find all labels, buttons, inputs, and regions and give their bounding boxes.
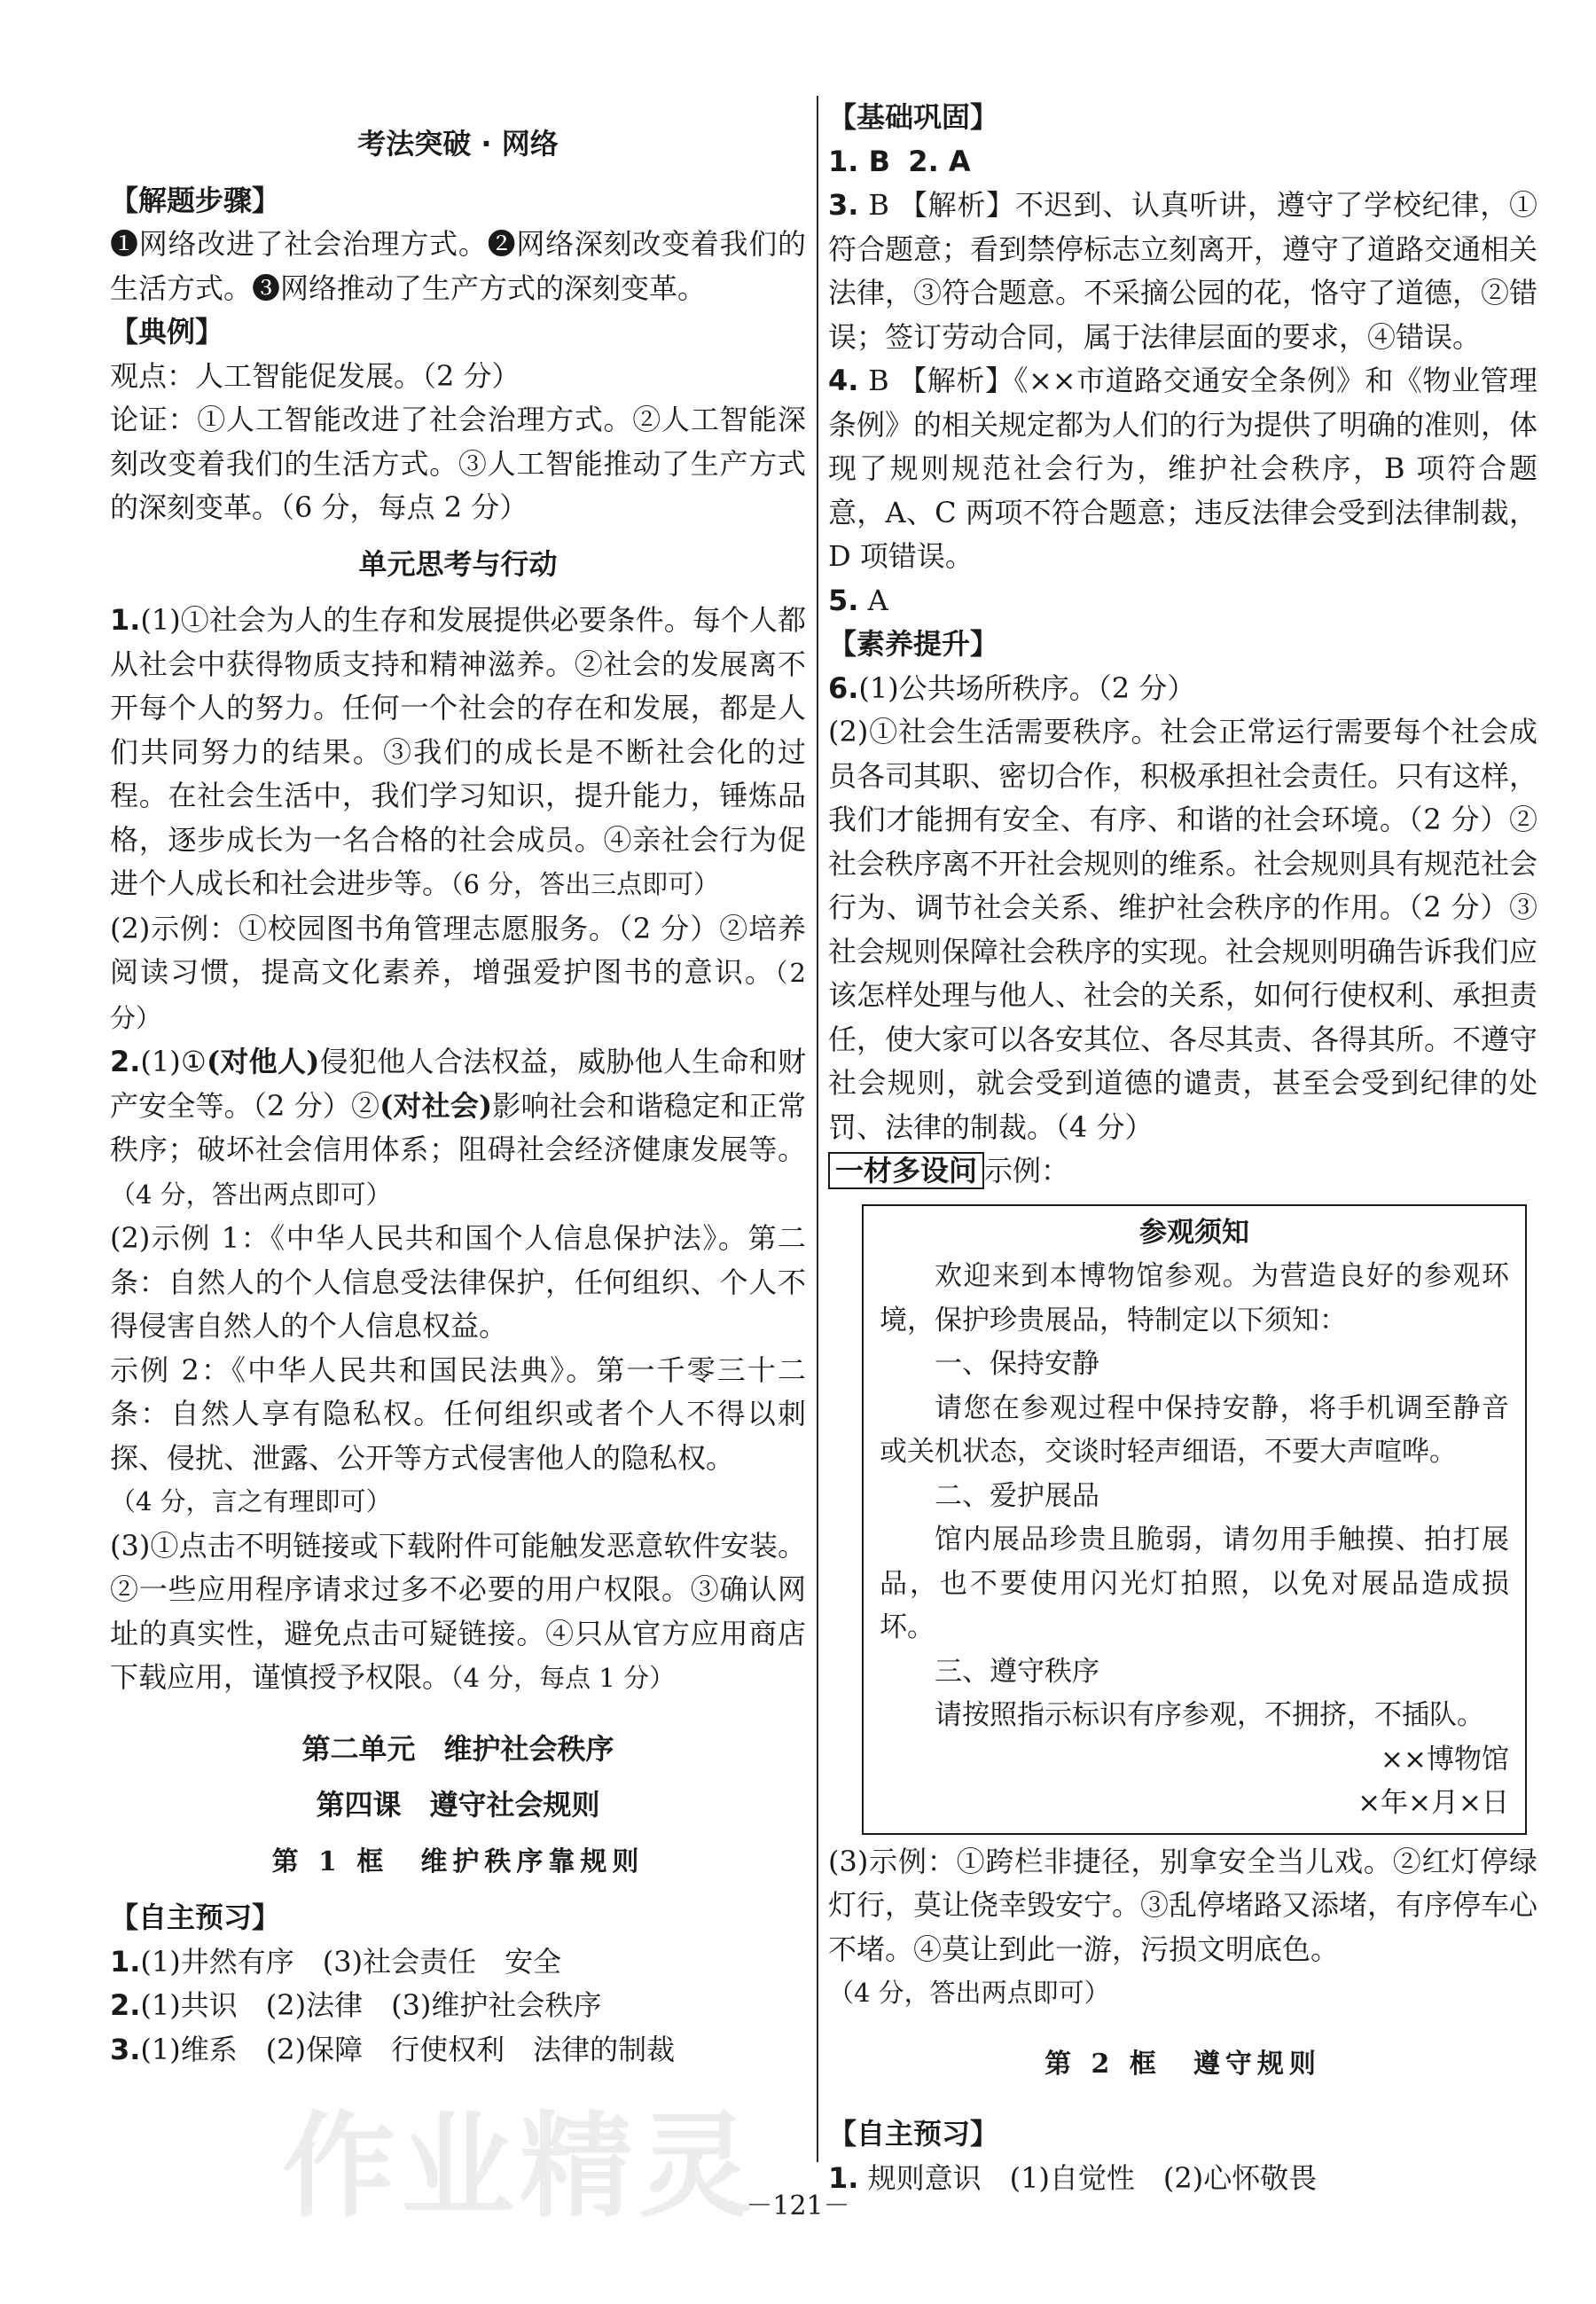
improve-label: 【素养提升】 <box>828 627 999 661</box>
basic-label: 【基础巩固】 <box>828 100 999 134</box>
notice-text-2: 馆内展品珍贵且脆弱，请勿用手触摸、拍打展品，也不要使用闪光灯拍照，以免对展品造成损坏。 <box>880 1524 1509 1643</box>
notice-heading-3: 三、遵守秩序 <box>935 1655 1099 1688</box>
answer-3: B 【解析】不迟到、认真听讲，遵守了学校纪律，①符合题意；看到禁停标志立刻离开，遵守了道路交通相关法律，③符合题意。不采摘公园的花，恪守了道德，②错误；签订劳动合同，属于法律层面的要求，④错误。 <box>828 188 1538 354</box>
unit-thinking-title: 单元思考与行动 <box>358 546 558 581</box>
preview-1-number: 1. <box>110 1944 141 1979</box>
q2-part1-bold-others: (对他人) <box>206 1045 320 1078</box>
answer-1: 1. B <box>828 144 890 178</box>
question-1 <box>110 599 806 1040</box>
q2-part3: (3)①点击不明链接或下载附件可能触发恶意软件安装。②一些应用程序请求过多不必要的用户权限。③确认网址的真实性，避免点击可疑链接。④只从官方应用商店下载应用，谨慎授予权限。 <box>110 1528 806 1694</box>
answer-6-part3-note: （4 分，答出两点即可） <box>828 1978 1110 2008</box>
steps-text: ❶网络改进了社会治理方式。❷网络深刻改变着我们的生活方式。❸网络推动了生产方式的深刻变革。 <box>110 227 806 305</box>
preview-label: 【自主预习】 <box>110 1900 281 1934</box>
lesson-title: 第四课 遵守社会规则 <box>316 1788 600 1822</box>
preview-label-2: 【自主预习】 <box>828 2117 999 2151</box>
q1-part1: (1)①社会为人的生存和发展提供必要条件。每个人都从社会中获得物质支持和精神滋养。②社会的发展离不开每个人的努力。任何一个社会的存在和发展，都是人们共同努力的结果。③我们的成长是不断社会化的过程。在社会生活中，我们学习知识，提升能力，锤炼品格，逐步成长为一名合格的社会成员。④亲社会行为促进个人成长和社会进步等。 <box>110 603 806 900</box>
preview-2-number: 2. <box>110 1988 141 2022</box>
q2-part1-a: (1)① <box>140 1045 207 1078</box>
answer-3-number: 3. <box>828 188 859 222</box>
q2-part1-bold-society: (对社会) <box>379 1088 493 1123</box>
q1-part1-note: （6 分，答出三点即可） <box>450 869 720 899</box>
q2-part1-c: 影响社会和谐稳定和正常秩序；破坏社会信用体系；阻碍社会经济健康发展等。 <box>110 1088 806 1166</box>
preview2-1-number: 1. <box>828 2160 859 2195</box>
page-number: －121－ <box>746 2190 850 2222</box>
notice-heading-1: 一、保持安静 <box>935 1348 1099 1380</box>
q1-part2-note: （2 分） <box>110 958 806 1033</box>
answer-6-number: 6. <box>828 670 859 705</box>
column-divider <box>817 96 818 2162</box>
q2-part3-note: （4 分，每点 1 分） <box>450 1663 676 1693</box>
steps-label: 【解题步骤】 <box>110 183 281 217</box>
watermark: 作业精灵 <box>282 2101 758 2233</box>
question-2 <box>110 1040 806 1701</box>
notice-date: ×年×月×日 <box>1357 1787 1509 1819</box>
section-title-network: 考法突破 · 网络 <box>357 127 559 161</box>
example-label: 【典例】 <box>110 315 224 349</box>
notice-signature: ××博物馆 <box>1381 1743 1509 1775</box>
answer-4: B 【解析】《××市道路交通安全条例》和《物业管理条例》的相关规定都为人们的行为提供了明确的准则，体现了规则规范社会行为，维护社会秩序，B 项符合题意，A、C 两项不符合题意；违反法律会受到法律制裁，D 项错误。 <box>828 364 1538 573</box>
preview-3-answer: (1)维系 (2)保障 行使权利 法律的制裁 <box>140 2032 676 2066</box>
notice-heading-2: 二、爱护展品 <box>935 1479 1099 1512</box>
q2-part1-b: 侵犯他人合法权益，威胁他人生命和财产安全等。（2 分）② <box>110 1045 806 1123</box>
q2-part2-example2: 示例 2：《中华人民共和国民法典》。第一千零三十二条：自然人享有隐私权。任何组织或者个人不得以刺探、侵扰、泄露、公开等方式侵害他人的隐私权。 <box>110 1352 806 1475</box>
right-column <box>828 96 1537 2200</box>
notice-text-1: 请您在参观过程中保持安静，将手机调至静音或关机状态，交谈时轻声细语，不要大声喧哗。 <box>880 1391 1509 1468</box>
answer-5: A <box>867 583 888 617</box>
notice-text-3: 请按照指示标识有序参观，不拥挤，不插队。 <box>935 1699 1484 1731</box>
answer-4-number: 4. <box>828 364 859 397</box>
frame-title: 第 1 框 维护秩序靠规则 <box>271 1846 645 1877</box>
q1-part2: (2)示例：①校园图书角管理志愿服务。（2 分）②培养阅读习惯，提高文化素养，增强爱护图书的意识。 <box>110 911 806 989</box>
answer-6-part3: (3)示例：①跨栏非捷径，别拿安全当儿戏。②红灯停绿灯行，莫让侥幸毁安宁。③乱停堵路又添堵，有序停车心不堵。④莫让到此一游，污损文明底色。 <box>828 1844 1538 1966</box>
notice-title: 参观须知 <box>1139 1216 1249 1249</box>
q1-number: 1. <box>110 603 141 637</box>
tag-suffix: 示例： <box>984 1154 1070 1187</box>
answer-6-part2: (2)①社会生活需要秩序。社会正常运行需要每个社会成员各司其职、密切合作，积极承担社会责任。只有这样，我们才能拥有安全、有序、和谐的社会环境。（2 分）②社会秩序离不开社会规则的维系。社会规则具有规范社会行为、调节社会关系、维护社会秩序的作用。（2 分）③社会规则保障社会秩序的实现。社会规则明确告诉我们应该怎样处理与他人、社会的关系，如何行使权利、承担责任，使大家可以各安其位、各尽其责、各得其所。不遵守社会规则，就会受到道德的谴责，甚至会受到纪律的处罚、法律的制裁。（4 分） <box>828 715 1538 1144</box>
q2-part2-note: （4 分，言之有理即可） <box>110 1486 392 1516</box>
q2-number: 2. <box>110 1045 141 1078</box>
example-view: 观点：人工智能促发展。（2 分） <box>110 358 520 393</box>
preview-3-number: 3. <box>110 2032 141 2066</box>
preview-2-answer: (1)共识 (2)法律 (3)维护社会秩序 <box>140 1988 602 2022</box>
answer-2: 2. A <box>908 144 971 178</box>
preview2-1-answer: 规则意识 (1)自觉性 (2)心怀敬畏 <box>867 2160 1318 2195</box>
museum-notice-box <box>862 1204 1527 1835</box>
frame2-title: 第 2 框 遵守规则 <box>1044 2048 1321 2080</box>
q2-part2: (2)示例 1：《中华人民共和国个人信息保护法》。第二条：自然人的个人信息受法律保护，任何组织、个人不得侵害自然人的个人信息权益。 <box>110 1221 806 1343</box>
unit-title: 第二单元 维护社会秩序 <box>301 1731 614 1766</box>
answer-5-number: 5. <box>828 583 859 617</box>
example-argument: 论证：①人工智能改进了社会治理方式。②人工智能深刻改变着我们的生活方式。③人工智能推动了生产方式的深刻变革。（6 分，每点 2 分） <box>110 403 806 524</box>
left-column <box>110 96 806 2072</box>
answer-6-part1: (1)公共场所秩序。（2 分） <box>858 670 1196 705</box>
q2-part1-note: （4 分，答出两点即可） <box>110 1179 392 1210</box>
notice-intro: 欢迎来到本博物馆参观。为营造良好的参观环境，保护珍贵展品，特制定以下须知： <box>880 1260 1509 1336</box>
preview-1-answer: (1)井然有序 (3)社会责任 安全 <box>140 1944 562 1979</box>
multi-question-tag: 一材多设问 <box>828 1152 984 1189</box>
